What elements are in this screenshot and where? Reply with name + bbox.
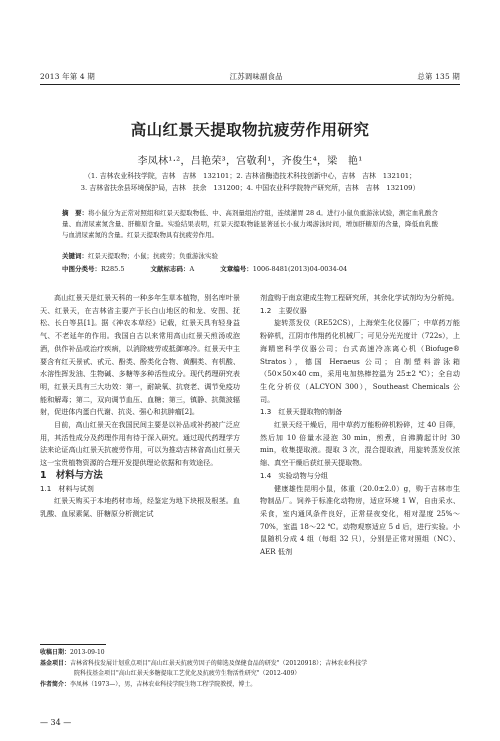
author-bio: 作者简介：李凤林（1973—），男，吉林农业科技学院生物工程学院教授，博士。	[40, 680, 257, 688]
received-date: 收稿日期：2013-09-10	[40, 649, 105, 656]
footnote-rule	[40, 644, 106, 645]
funding-continued: 院科技基金项目"高山红景天多糖提取工艺优化及抗疲劳生物活性研究"（2012-409）	[74, 670, 301, 677]
clc-code: 中图分类号：R285.5	[62, 265, 125, 273]
abstract-label: 摘 要：	[62, 209, 89, 217]
footnote	[40, 648, 460, 690]
document-code: 文献标志码：A	[150, 265, 195, 273]
header-issue: 2013 年第 4 期	[40, 71, 95, 81]
left-column	[40, 292, 240, 521]
body-paragraph: 剂盒购于南京建成生物工程研究所，其余化学试剂均为分析纯。	[260, 293, 459, 302]
affiliation-line: （1. 吉林农业科技学院，吉林 吉林 132101；2. 吉林省酶造技术科技创新中心，吉林 吉林 132101；	[84, 172, 416, 180]
subsection-heading: 1.3 红景天提取物的制备	[260, 407, 343, 417]
body-paragraph: 红景天购买于本地药材市场，经鉴定为地下块根及根茎。血乳酸、血尿素氮、肝糖原分析测定试	[40, 496, 240, 518]
subsection-heading: 1.2 主要仪器	[260, 305, 307, 315]
keywords-label: 关键词：	[62, 252, 88, 260]
funding: 基金项目：吉林省科技发展计划重点项目"高山红景天抗疲劳因子的筛选及保健食品的研发"（20120918）；吉林农业科技学	[40, 659, 368, 667]
header-rule	[40, 84, 460, 85]
body-paragraph: 健康雄性昆明小鼠，体重（20.0±2.0）g，购于吉林市生物制品厂。饲养于标准化动物房，适应环境 1 W，自由采水、采食，室内通风条件良好，正常昼夜变化，相对湿度 25%～70%，室温 18～22 ℃。动物观察适应 5 d 后，进行实验。小鼠随机分成 4 组（每组 32 只），分别是正常对照组（NC）、AER 低剂	[260, 483, 460, 557]
header-journal: 江苏调味副食品	[229, 71, 283, 81]
intro-paragraph: 目前，高山红景天在我国民间主要是以补品或补药被广泛应用，其活性成分及药理作用有待于深入研究。通过现代药理学方法来论证高山红景天抗疲劳作用，可以为推动吉林省高山红景天这一宝贵植物资源的合理开发提供理论依据和有效途径。	[40, 420, 240, 468]
affiliation-line: 3. 吉林省扶余县环境保护局，吉林 扶余 131200；4. 中国农业科学院特产研究所，吉林 吉林 132109）	[80, 184, 420, 192]
page-number: — 34 —	[40, 718, 72, 727]
keywords	[62, 251, 438, 260]
header-total-issue: 总第 135 期	[417, 71, 460, 81]
intro-paragraph: 高山红景天是红景天科的一种多年生草本植物，别名库叶景天、红景天，在吉林省主要产于长白山地区的和龙、安图、抚松、长白等县[1]。据《神农本草经》记载，红景天具有轻身益气、不老延年的作用。我国自古以来常用高山红景天煎汤或泡酒，供作补品或治疗疾病，以消除疲劳或抵御寒冷。红景天中主要含有红天景甙、甙元、酚类、酚类化合物、黄酮类、有机酸、水溶性挥发油、生物碱、多糖等多种活性成分。现代药理研究表明，红景天具有三大功效：第一，耐缺氧、抗衰老、调节免疫功能和解毒；第二，双向调节血压、血糖；第三，镇静、抗微波辐射，促进体内蛋白代谢、抗炎、强心和抗肿瘤[2]。	[40, 293, 240, 417]
running-header	[40, 68, 460, 84]
right-column	[260, 292, 460, 559]
abstract-text: 将小鼠分为正常对照组和红景天提取物低、中、高剂量组治疗组，连续灌胃 28 d。进行小鼠负重游泳试验，测定血乳酸含量、血清尿素氮含量、肝糖原含量。实验结果表明，红景天提取物能显著延长小鼠力竭游泳时间，增加肝糖原的含量，降低血乳酸与血清尿素氮的含量。红景天提取物具有抗疲劳作用。	[62, 209, 438, 240]
abstract	[62, 208, 438, 242]
subsection-heading: 1.1 材料与试剂	[40, 483, 94, 493]
section-heading: 1 材料与方法	[40, 469, 103, 481]
body-paragraph: 旋转蒸发仪（RE52CS），上海荣生化仪器厂；中草药万能粉碎机，江阴市伟翔药化机械厂；可见分光光度计（722s），上海精密科学仪器公司；台式高速冷冻离心机（Biofuge® Stratos），德国 Heraeus 公司；自制塑料游泳箱（50×50×40 cm，采用电加热棒控温为 25±2 ℃）；全自动生化分析仪（ALCYON 300），Southeast Chemicals 公司。	[260, 318, 460, 404]
article-number: 文章编号：1006-8481(2013)04-0034-04	[220, 265, 348, 273]
body-paragraph: 红景天经干燥后，用中草药万能粉碎机粉碎，过 40 目筛，然后加 10 倍量水浸泡 30 min，煎煮，自沸腾起计时 30 min，收集提取液。提取 3 次，混合提取液，用旋转蒸发仪浓缩、真空干燥后获红景天提取物。	[260, 420, 460, 468]
author-list: 李凤林¹·²，吕艳荣³，宫敬利¹，齐俊生⁴，梁 艳¹	[137, 156, 363, 167]
classification-line	[62, 264, 438, 273]
keywords-text: 红景天提取物；小鼠；抗疲劳；负重游泳实验	[88, 252, 218, 260]
subsection-heading: 1.4 实验动物与分组	[260, 470, 329, 480]
article-title: 高山红景天提取物抗疲劳作用研究	[130, 121, 370, 139]
